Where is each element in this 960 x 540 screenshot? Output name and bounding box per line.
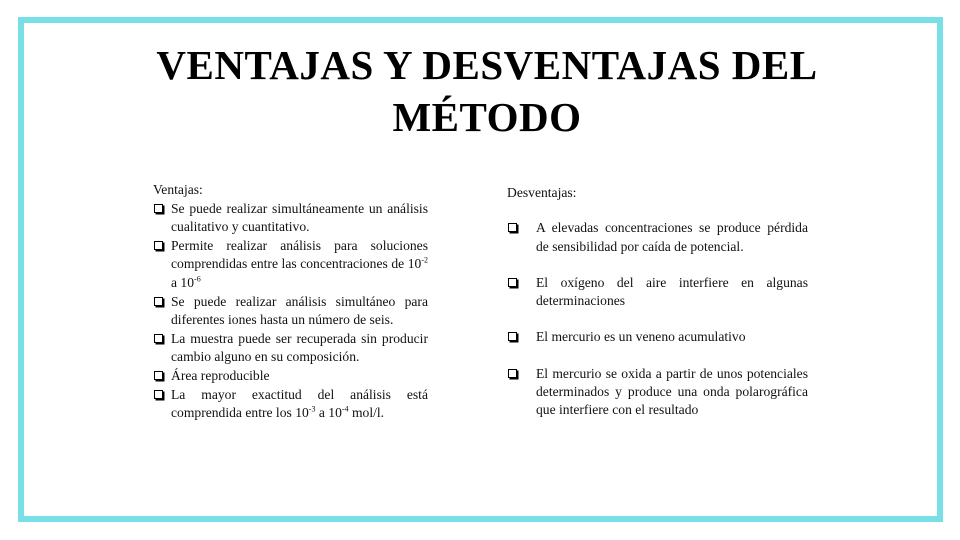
list-item xyxy=(507,274,808,311)
list-item xyxy=(153,330,428,367)
checkbox-square-icon xyxy=(154,241,163,250)
list-item xyxy=(153,367,428,386)
list-item-text: A elevadas concentraciones se produce pérdida de sensibilidad por caída de potencial. xyxy=(536,220,808,254)
list-item-text: Área reproducible xyxy=(171,367,270,383)
ventajas-heading: Ventajas: xyxy=(153,182,203,197)
list-item-text-pre: Permite realizar análisis para soluciones comprendidas entre las concentraciones de 10 xyxy=(171,237,428,272)
list-item xyxy=(507,328,808,346)
list-item xyxy=(507,219,808,256)
checkbox-square-icon xyxy=(154,204,163,213)
checkbox-square-icon xyxy=(508,332,517,341)
checkbox-square-icon xyxy=(508,223,517,232)
list-item-text: Se puede realizar simultáneamente un análisis cualitativo y cuantitativo. xyxy=(171,200,428,235)
exponent: -6 xyxy=(194,274,201,284)
list-item-text: La muestra puede ser recuperada sin producir cambio alguno en su composición. xyxy=(171,330,428,365)
list-item xyxy=(153,237,428,293)
checkbox-square-icon xyxy=(508,278,517,287)
list-item-text: El mercurio se oxida a partir de unos potenciales determinados y produce una onda polarográfica que interfiere con el resultado xyxy=(536,365,808,418)
list-item xyxy=(507,365,808,420)
desventajas-heading: Desventajas: xyxy=(507,185,577,200)
slide-title: VENTAJAS Y DESVENTAJAS DEL MÉTODO xyxy=(156,42,818,140)
list-item-text-pre: La mayor exactitud del análisis está comprendida entre los 10 xyxy=(171,386,428,421)
checkbox-square-icon xyxy=(154,334,163,343)
desventajas-list xyxy=(507,219,808,419)
list-item-text: Se puede realizar análisis simultáneo para diferentes iones hasta un número de seis. xyxy=(171,293,428,328)
list-item-text: El oxígeno del aire interfiere en algunas determinaciones xyxy=(536,274,808,309)
list-item-text-mid: a 10 xyxy=(171,274,195,290)
checkbox-square-icon xyxy=(154,390,163,399)
desventajas-column xyxy=(507,184,808,438)
exponent: -2 xyxy=(421,255,428,265)
ventajas-list xyxy=(153,200,428,423)
list-item xyxy=(153,200,428,237)
list-item xyxy=(153,386,428,423)
list-item-text: El mercurio es un veneno acumulativo xyxy=(536,329,746,345)
list-item-text-mid: a 10 xyxy=(315,405,342,421)
checkbox-square-icon xyxy=(508,369,517,378)
exponent: -3 xyxy=(308,404,316,414)
list-item-text-post: mol/l. xyxy=(348,405,385,421)
ventajas-column xyxy=(153,181,428,423)
exponent: -4 xyxy=(341,404,349,414)
checkbox-square-icon xyxy=(154,371,163,380)
checkbox-square-icon xyxy=(154,297,163,306)
list-item xyxy=(153,293,428,330)
